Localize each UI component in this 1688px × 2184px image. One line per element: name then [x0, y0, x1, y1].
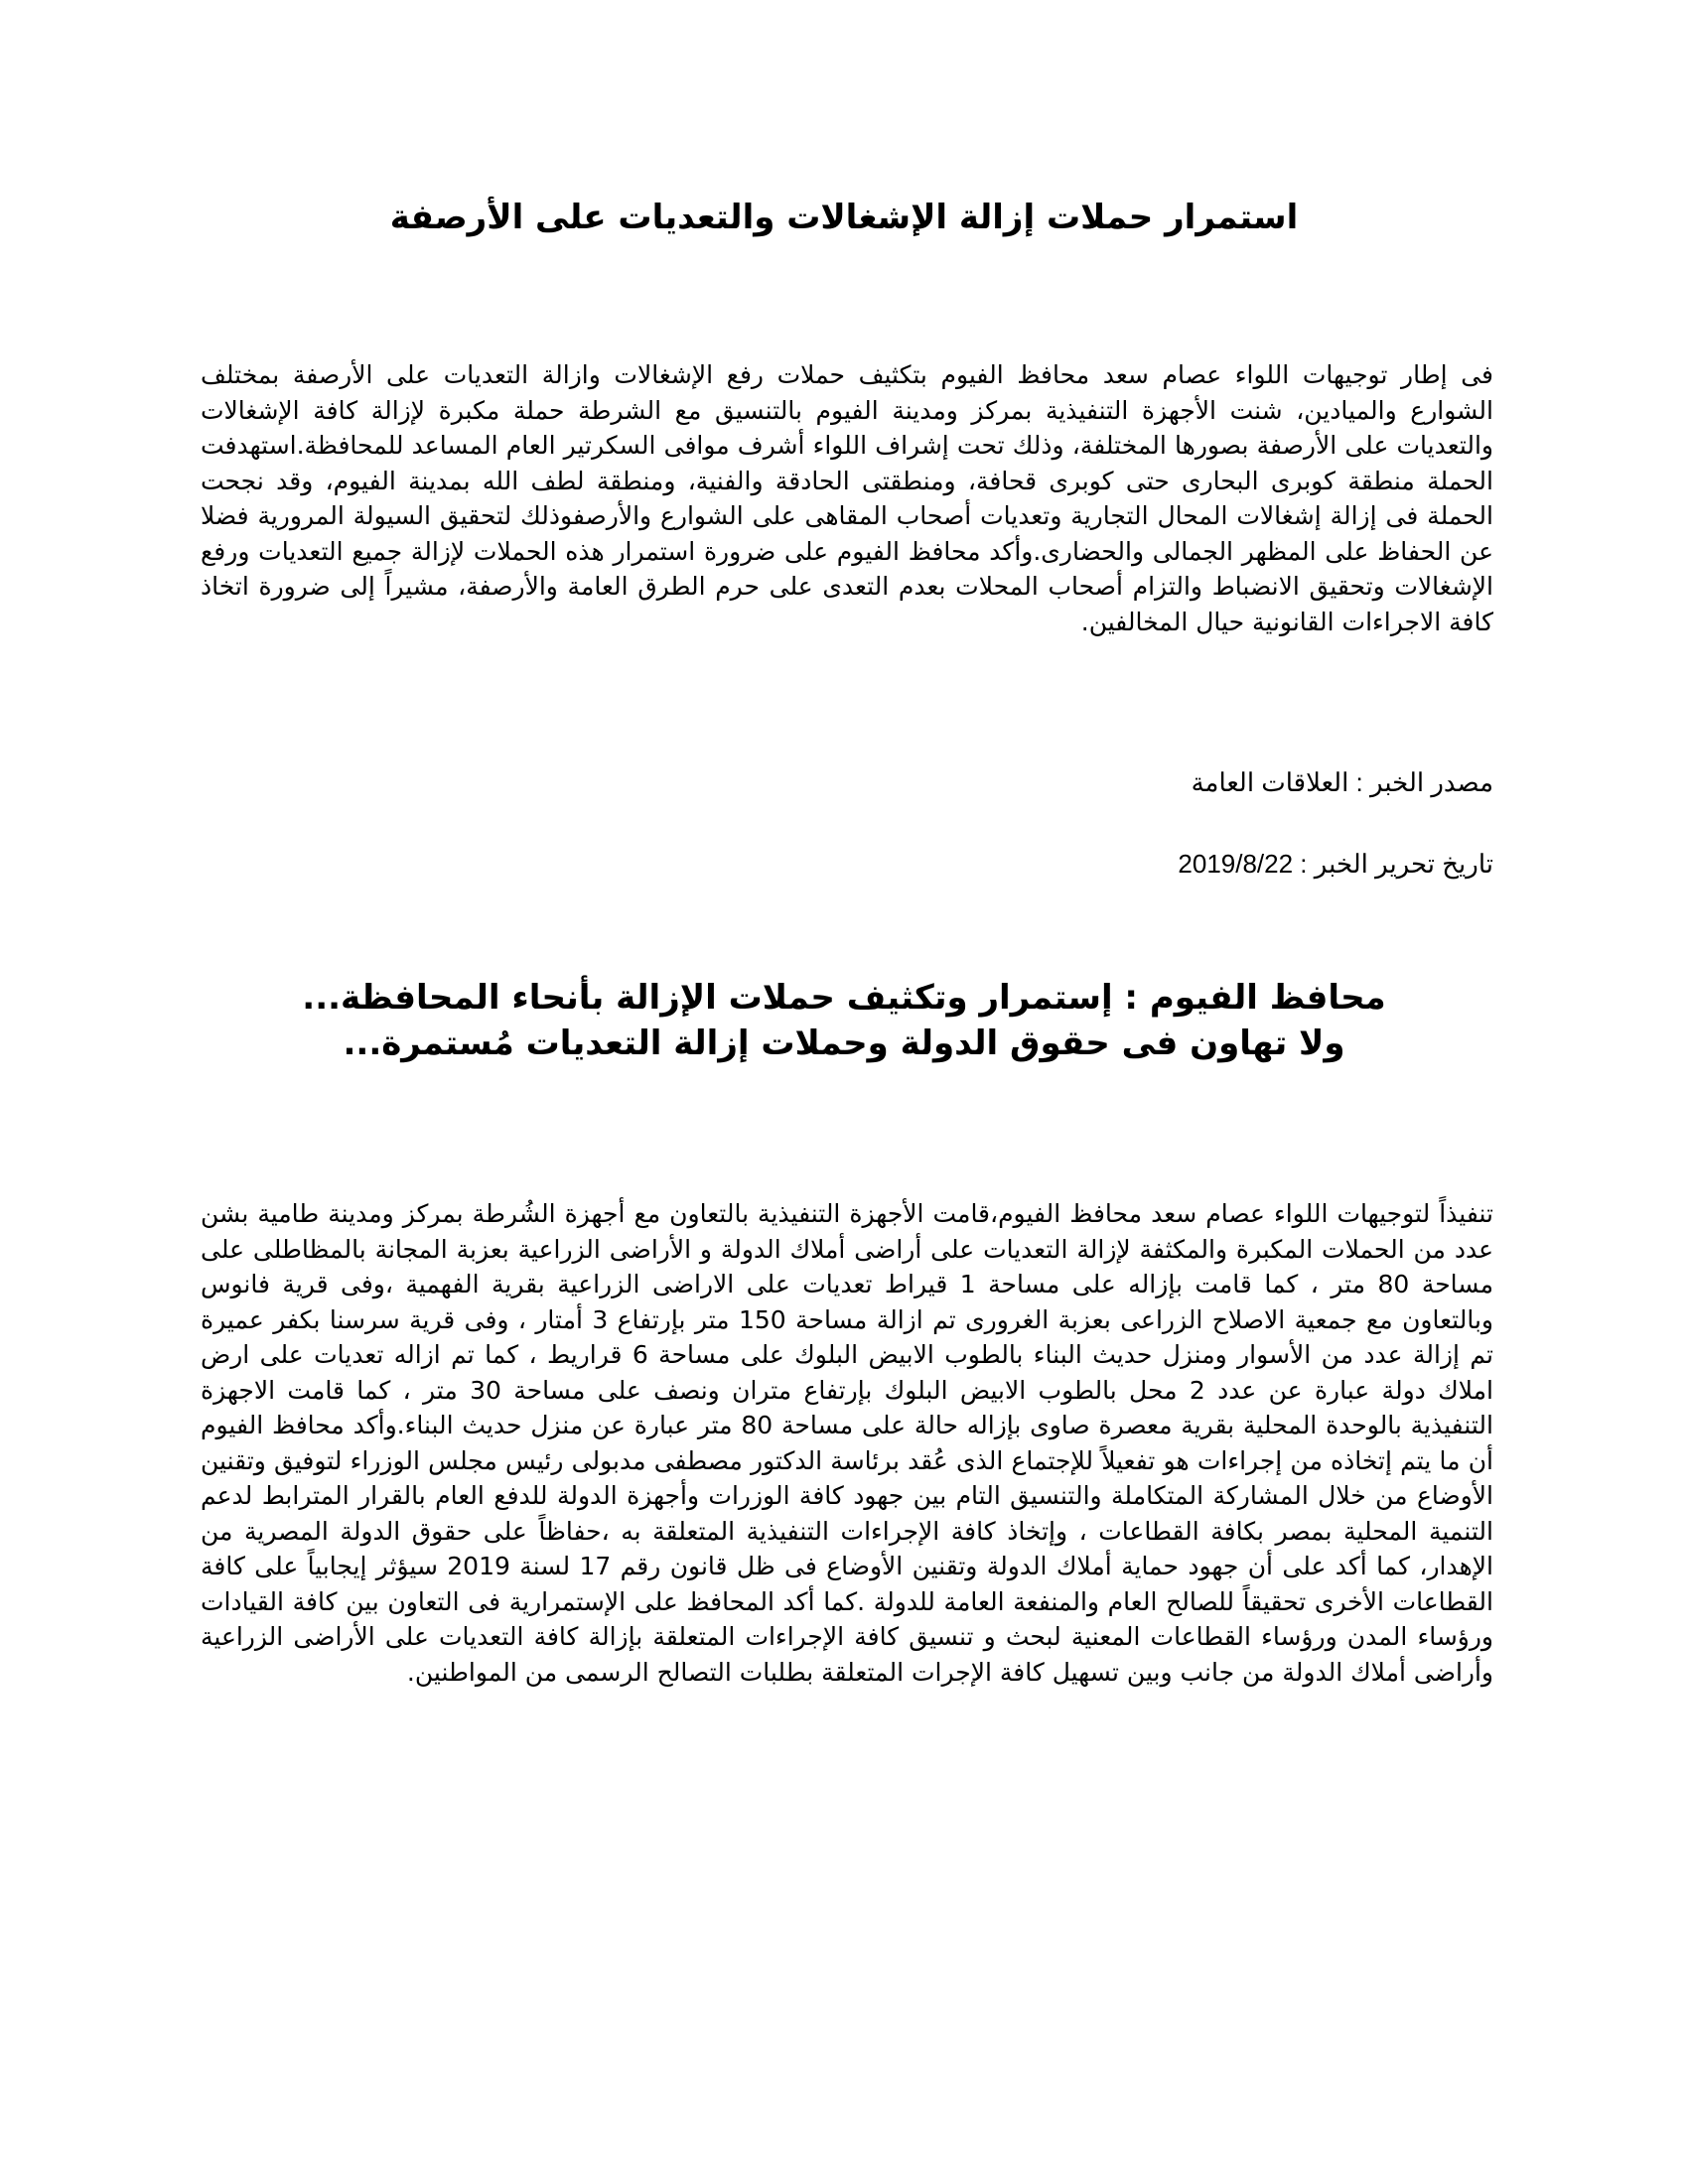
article-2-title-line-1: محافظ الفيوم : إستمرار وتكثيف حملات الإزالة بأنحاء المحافظة...	[302, 978, 1386, 1018]
article-1-date: تاريخ تحرير الخبر : 2019/8/22	[1178, 849, 1493, 879]
article-1-title: استمرار حملات إزالة الإشغالات والتعديات على الأرصفة	[389, 198, 1299, 237]
article-2-body: تنفيذاً لتوجيهات اللواء عصام سعد محافظ الفيوم،قامت الأجهزة التنفيذية بالتعاون مع أجهزة الشُرطة بمركز ومدينة طامية بشن عدد من الحملات المكبرة والمكثفة لإزالة التعديات على أراضى أملاك الدولة و الأراضى الزراعية بعزبة المجانة بالمظاطلى على مساحة 80 متر ، كما قامت بإزاله على مساحة 1 قيراط تعديات على الاراضى الزراعية بقرية الفهمية ،وفى قرية فانوس وبالتعاون مع جمعية الاصلاح الزراعى بعزبة الغرورى تم ازالة مساحة 150 متر بإرتفاع 3 أمتار ، وفى قرية سرسنا بكفر عميرة تم إزالة عدد من الأسوار ومنزل حديث البناء بالطوب الابيض البلوك على مساحة 6 قراريط ، كما تم ازاله تعديات على ارض املاك دولة عبارة عن عدد 2 محل بالطوب الابيض البلوك بإرتفاع متران ونصف على مساحة 30 متر ، كما قامت الاجهزة التنفيذية بالوحدة المحلية بقرية معصرة صاوى بإزاله حالة على مساحة 80 متر عبارة عن منزل حديث البناء.وأكد محافظ الفيوم أن ما يتم إتخاذه من إجراءات هو تفعيلاً للإجتماع الذى عُقد برئاسة الدكتور مصطفى مدبولى رئيس مجلس الوزراء لتوفيق وتقنين الأوضاع من خلال المشاركة المتكاملة والتنسيق التام بين جهود كافة الوزرات وأجهزة الدولة للدفع العام بالقرار المترابط لدعم التنمية المحلية بمصر بكافة القطاعات ، وإتخاذ كافة الإجراءات التنفيذية المتعلقة به ،حفاظاً على حقوق الدولة المصرية من الإهدار، كما أكد على أن جهود حماية أملاك الدولة وتقنين الأوضاع فى ظل قانون رقم 17 لسنة 2019 سيؤثر إيجابياً على كافة القطاعات الأخرى تحقيقاً للصالح العام والمنفعة العامة للدولة .كما أكد المحافظ على الإستمرارية فى التعاون بين كافة القيادات ورؤساء المدن ورؤساء القطاعات المعنية لبحث و تنسيق كافة الإجراءات المتعلقة بإزالة كافة التعديات على الأراضى الزراعية وأراضى أملاك الدولة من جانب وبين تسهيل كافة الإجرات المتعلقة بطلبات التصالح الرسمى من المواطنين.	[201, 1199, 1494, 1687]
article-2-title	[199, 975, 1489, 1066]
article-1-body: فى إطار توجيهات اللواء عصام سعد محافظ الفيوم بتكثيف حملات رفع الإشغالات وازالة التعديات على الأرصفة بمختلف الشوارع والميادين، شنت الأجهزة التنفيذية بمركز ومدينة الفيوم بالتنسيق مع الشرطة حملة مكبرة لإزالة كافة الإشغالات والتعديات على الأرصفة بصورها المختلفة، وذلك تحت إشراف اللواء أشرف موافى السكرتير العام المساعد للمحافظة.استهدفت الحملة منطقة كوبرى البحارى حتى كوبرى قحافة، ومنطقتى الحادقة والفنية، ومنطقة لطف الله بمدينة الفيوم، وقد نجحت الحملة فى إزالة إشغالات المحال التجارية وتعديات أصحاب المقاهى على الشوارع والأرصفوذلك لتحقيق السيولة المرورية فضلا عن الحفاظ على المظهر الجمالى والحضارى.وأكد محافظ الفيوم على ضرورة استمرار هذه الحملات لإزالة جميع التعديات ورفع الإشغالات وتحقيق الانضباط والتزام أصحاب المحلات بعدم التعدى على حرم الطرق العامة والأرصفة، مشيراً إلى ضرورة اتخاذ كافة الاجراءات القانونية حيال المخالفين.	[201, 360, 1493, 636]
article-1-source: مصدر الخبر : العلاقات العامة	[1191, 767, 1493, 797]
article-2-title-line-2: ولا تهاون فى حقوق الدولة وحملات إزالة التعديات مُستمرة...	[343, 1024, 1345, 1063]
